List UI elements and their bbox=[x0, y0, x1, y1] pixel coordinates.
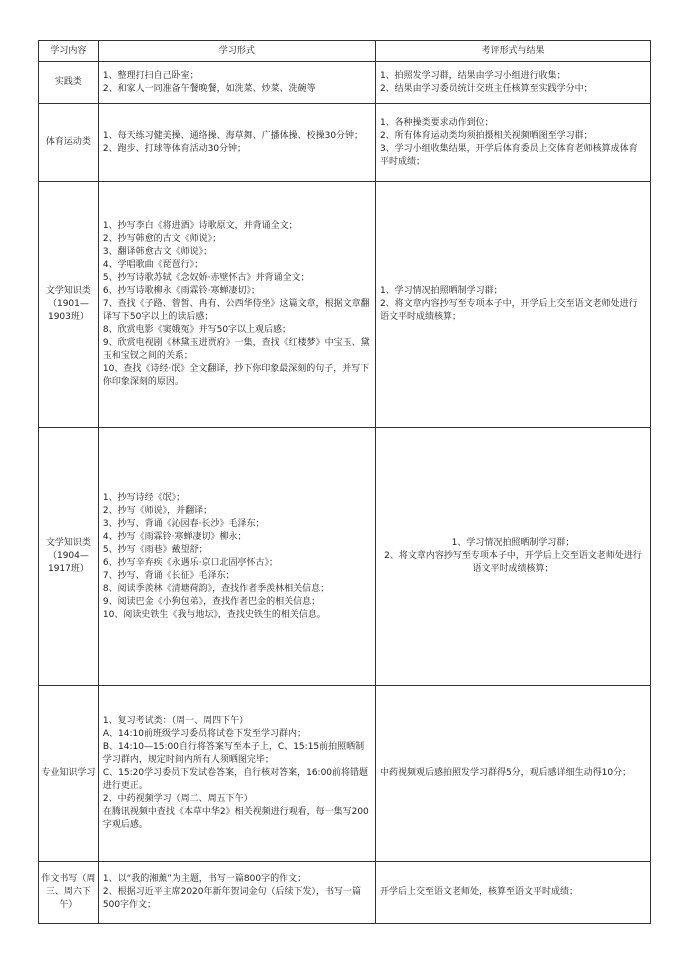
table-row bbox=[39, 428, 651, 686]
form-line: B、14:10—15:00自行将答案写至本子上，C、15:15前拍照晒制学习群内，规定时间内所有人须晒图完毕； bbox=[102, 742, 365, 765]
row-eval bbox=[375, 862, 650, 924]
form-line: 4、抄写《雨霖铃·寒蝉凄切》柳永； bbox=[102, 531, 247, 542]
form-line: 4、学唱歌曲《琵琶行》； bbox=[102, 260, 204, 270]
table-header-row bbox=[39, 41, 651, 62]
eval-line: 1、拍照发学习群，结果由学习小组进行收集； bbox=[379, 70, 566, 81]
row-eval bbox=[375, 104, 650, 182]
form-line: 2、根据习近平主席2020年新年贺词金句（后续下发），书写一篇500字作文； bbox=[102, 887, 362, 910]
row-form bbox=[98, 428, 375, 686]
form-line: 1、抄写诗经《氓》； bbox=[102, 492, 186, 503]
row-form bbox=[98, 104, 375, 182]
form-line: 5、抄写诗歌苏轼《念奴娇·赤壁怀古》并背诵全文； bbox=[102, 273, 310, 283]
form-line: 10、阅读史铁生《我与地坛》，查找史铁生的相关信息。 bbox=[102, 609, 326, 620]
form-line: 2、中药视频学习（周二、周五下午） bbox=[102, 794, 253, 804]
eval-line: 开学后上交至语文老师处，核算至语文平时成绩； bbox=[379, 887, 578, 897]
eval-line: 1、学习情况拍照晒制学习群； bbox=[379, 286, 503, 296]
eval-line: 2、将文章内容抄写至专项本子中，开学后上交至语文老师处进行语文平时成绩核算； bbox=[379, 299, 638, 322]
row-form bbox=[98, 862, 375, 924]
table-row bbox=[39, 862, 651, 924]
form-line: 10、查找《诗经·氓》全文翻译，抄下你印象最深刻的句子，并写下你印象深刻的原因。 bbox=[102, 364, 370, 387]
row-content: 文学知识类（1904—1917班） bbox=[39, 428, 99, 686]
form-line: 8、阅读季羡林《清塘荷韵》，查找作者季羡林相关信息； bbox=[102, 583, 330, 594]
form-line: 在腾讯视频中查找《本草中华2》相关视频进行观看，每一集写200字观后感。 bbox=[102, 807, 369, 830]
row-form bbox=[98, 182, 375, 428]
eval-line: 中药视频观后感拍照发学习群得5分，观后感详细生动得10分； bbox=[379, 768, 632, 778]
form-line: A、14:10前班级学习委员将试卷下发至学习群内； bbox=[102, 729, 306, 739]
form-line: 1、复习考试类：（周一、周四下午） bbox=[102, 716, 249, 726]
header-eval: 考评形式与结果 bbox=[375, 41, 650, 62]
row-form bbox=[98, 62, 375, 104]
form-line: 2、抄写《师说》，并翻译； bbox=[102, 505, 213, 516]
form-line: 6、抄写辛弃疾《永遇乐·京口北固亭怀古》； bbox=[102, 557, 278, 568]
study-plan-table bbox=[38, 40, 651, 924]
eval-line: 2、所有体育运动类均须拍摄相关视频晒图至学习群； bbox=[379, 130, 593, 141]
form-line: 2、和家人一同准备午餐晚餐，如洗菜、炒菜、洗碗等 bbox=[102, 83, 316, 94]
table-row bbox=[39, 104, 651, 182]
row-eval bbox=[375, 182, 650, 428]
table-row bbox=[39, 182, 651, 428]
row-content: 文学知识类（1901—1903班） bbox=[39, 182, 99, 428]
row-form bbox=[98, 686, 375, 862]
form-line: 1、以“我的湘薰”为主题，书写一篇800字的作文； bbox=[102, 874, 307, 884]
form-line: 1、抄写李白《将进酒》诗歌原文，并背诵全文； bbox=[102, 221, 298, 231]
eval-line: 2、结果由学习委员统计交班主任核算至实践学分中； bbox=[379, 83, 593, 94]
form-line: 3、抄写、背诵《沁园春·长沙》毛泽东； bbox=[102, 518, 265, 529]
form-line: 2、抄写韩愈的古文《师说》； bbox=[102, 234, 222, 244]
table-row bbox=[39, 62, 651, 104]
header-content: 学习内容 bbox=[39, 41, 99, 62]
form-line: 1、整理打扫自己卧室； bbox=[102, 70, 199, 81]
form-line: 6、抄写诗歌柳永《雨霖铃·寒蝉凄切》； bbox=[102, 286, 260, 296]
form-line: 1、每天练习健美操、通络操、海草舞、广播体操、校操30分钟； bbox=[102, 130, 364, 141]
row-content: 作文书写（周三、周六下午） bbox=[39, 862, 99, 924]
form-line: 7、查找《子路、曾皙、冉有、公西华侍坐》这篇文章，根据文章翻译写下50字以上的读后感； bbox=[102, 299, 370, 322]
row-content: 体育运动类 bbox=[39, 104, 99, 182]
eval-line: 2、将文章内容抄写至专项本子中，开学后上交至语文老师处进行语文平时成绩核算； bbox=[384, 551, 642, 574]
row-eval bbox=[375, 428, 650, 686]
form-line: C、15:20学习委员下发试卷答案，自行核对答案，16:00前将错题进行更正。 bbox=[102, 768, 369, 791]
eval-line: 1、学习情况拍照晒制学习群； bbox=[451, 538, 575, 548]
form-line: 5、抄写《雨巷》戴望舒； bbox=[102, 544, 208, 555]
form-line: 9、阅读巴金《小狗包弟》，查找作者巴金的相关信息； bbox=[102, 596, 321, 607]
study-plan-sheet bbox=[38, 40, 651, 924]
row-content: 专业知识学习 bbox=[39, 686, 99, 862]
eval-line: 1、各种操类要求动作到位； bbox=[379, 117, 494, 128]
form-line: 3、翻译韩愈古文《师说》； bbox=[102, 247, 213, 257]
row-content: 实践类 bbox=[39, 62, 99, 104]
form-line: 9、欣赏电视剧《林黛玉进贾府》一集，查找《红楼梦》中宝玉、黛玉和宝钗之间的关系； bbox=[102, 338, 370, 361]
table-row bbox=[39, 686, 651, 862]
form-line: 7、抄写、背诵《长征》毛泽东； bbox=[102, 570, 235, 581]
row-eval bbox=[375, 62, 650, 104]
form-line: 8、欣赏电影《窦娥冤》并写50字以上观后感； bbox=[102, 325, 292, 335]
form-line: 2、跑步、打球等体育活动30分钟； bbox=[102, 143, 247, 154]
row-eval bbox=[375, 686, 650, 862]
eval-line: 3、学习小组收集结果，开学后体育委员上交体育老师核算成体育平时成绩； bbox=[379, 143, 638, 167]
header-form: 学习形式 bbox=[98, 41, 375, 62]
